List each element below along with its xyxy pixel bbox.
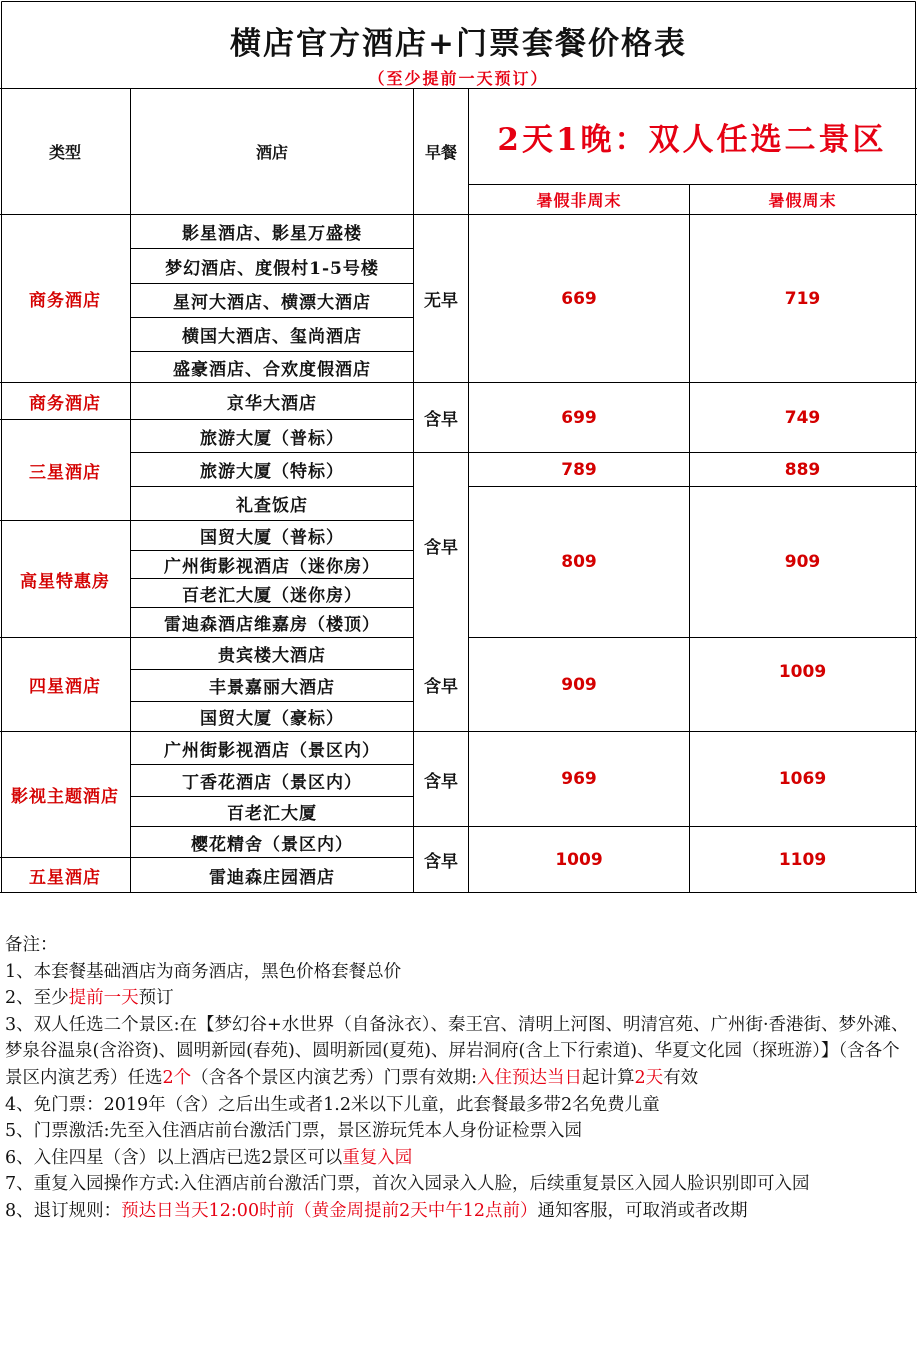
weekday-price: 669: [561, 288, 597, 309]
hotel-name: 雷迪森庄园酒店: [209, 867, 335, 888]
notes-section: [5, 932, 910, 1225]
hotel-type: 影视主题酒店: [11, 787, 119, 807]
page-title: 横店官方酒店+门票套餐价格表: [230, 26, 687, 62]
weekday-price-header: 暑假非周末: [536, 191, 622, 210]
weekend-price: 719: [784, 288, 821, 309]
weekend-price: 1109: [778, 849, 827, 870]
breakfast-value: 无早: [424, 291, 458, 311]
hotel-name: 礼查饭店: [236, 496, 308, 516]
weekday-price: 699: [561, 407, 597, 428]
hotel-name: 旅游大厦（特标）: [200, 462, 344, 482]
hotel-name: 樱花精舍（景区内）: [191, 834, 353, 855]
hotel-name: 百老汇大厦（迷你房）: [182, 585, 362, 606]
type-column-header: 类型: [48, 143, 81, 162]
note-item: 1、本套餐基础酒店为商务酒店，黑色价格套餐总价: [5, 961, 402, 982]
notes-heading: 备注：: [5, 935, 58, 955]
weekend-price: 1009: [778, 662, 827, 682]
note-item: 2、至少提前一天预订: [5, 988, 174, 1009]
weekend-price: 909: [784, 552, 821, 572]
hotel-type: 五星酒店: [29, 867, 101, 888]
hotel-name: 丁香花酒店（景区内）: [182, 773, 362, 793]
hotel-name: 盛豪酒店、合欢度假酒店: [173, 359, 371, 380]
weekday-price: 789: [561, 459, 597, 480]
note-item: 5、门票激活:先至入住酒店前台激活门票，景区游玩凭本人身份证检票入园: [5, 1121, 583, 1142]
weekend-price-header: 暑假周末: [768, 191, 837, 210]
hotel-name: 国贸大厦（普标）: [200, 528, 344, 548]
hotel-name: 星河大酒店、横漂大酒店: [173, 293, 371, 313]
hotel-name: 贵宾楼大酒店: [218, 646, 326, 666]
note-item: 3、双人任选二个景区:在【梦幻谷+水世界（自备泳衣）、秦王宫、清明上河图、明清宫苑、广州街·香港街、梦外滩、梦泉谷温泉(含浴资)、圆明新园(春苑)、圆明新园(夏苑)、屏岩洞府(含上下行索道)、华夏文化园（探班游）】（含各个景区内演艺秀）任选2个（含各个景区内演艺秀）门票有效期:入住预达当日起计算2天有效: [5, 1014, 909, 1088]
weekday-price: 809: [561, 552, 597, 572]
breakfast-value: 含早: [424, 677, 458, 697]
breakfast-value: 含早: [424, 852, 458, 872]
hotel-name: 百老汇大厦: [227, 804, 317, 824]
note-item: 6、入住四星（含）以上酒店已选2景区可以重复入园: [5, 1147, 413, 1168]
weekday-price: 969: [561, 769, 597, 789]
hotel-type: 四星酒店: [29, 677, 101, 697]
hotel-type: 商务酒店: [29, 291, 101, 311]
weekend-price: 1069: [778, 769, 827, 789]
hotel-name: 影星酒店、影星万盛楼: [182, 224, 362, 244]
booking-notice: （至少提前一天预订）: [368, 69, 549, 88]
weekend-price: 889: [784, 459, 821, 480]
note-item: 4、免门票：2019年（含）之后出生或者1.2米以下儿童，此套餐最多带2名免费儿童: [5, 1094, 660, 1115]
breakfast-value: 含早: [424, 410, 458, 430]
hotel-name: 丰景嘉丽大酒店: [209, 678, 335, 698]
weekday-price: 1009: [555, 849, 603, 870]
hotel-name: 旅游大厦（普标）: [200, 428, 344, 449]
hotel-type: 商务酒店: [29, 393, 101, 414]
hotel-column-header: 酒店: [255, 143, 288, 162]
hotel-name: 雷迪森酒店维嘉房（楼顶）: [164, 615, 380, 635]
breakfast-column-header: 早餐: [424, 143, 457, 162]
package-header: 2天1晚：双人任选二景区: [497, 122, 887, 158]
hotel-name: 横国大酒店、玺尚酒店: [182, 327, 362, 347]
hotel-name: 广州街影视酒店（迷你房）: [164, 557, 380, 577]
hotel-type: 三星酒店: [29, 462, 101, 483]
hotel-name: 国贸大厦（豪标）: [200, 709, 344, 729]
hotel-name: 梦幻酒店、度假村1-5号楼: [165, 258, 379, 279]
weekend-price: 749: [784, 407, 821, 428]
note-item: 7、重复入园操作方式:入住酒店前台激活门票，首次入园录入人脸，后续重复景区入园人脸识别即可入园: [5, 1174, 810, 1195]
hotel-type: 高星特惠房: [20, 571, 110, 592]
hotel-name: 广州街影视酒店（景区内）: [164, 740, 380, 761]
weekday-price: 909: [561, 674, 597, 695]
hotel-name: 京华大酒店: [227, 393, 317, 414]
breakfast-value: 含早: [424, 537, 458, 558]
note-item: 8、退订规则：预达日当天12:00时前（黄金周提前2天中午12点前）通知客服，可取消或者改期: [5, 1200, 748, 1221]
breakfast-value: 含早: [424, 771, 458, 792]
